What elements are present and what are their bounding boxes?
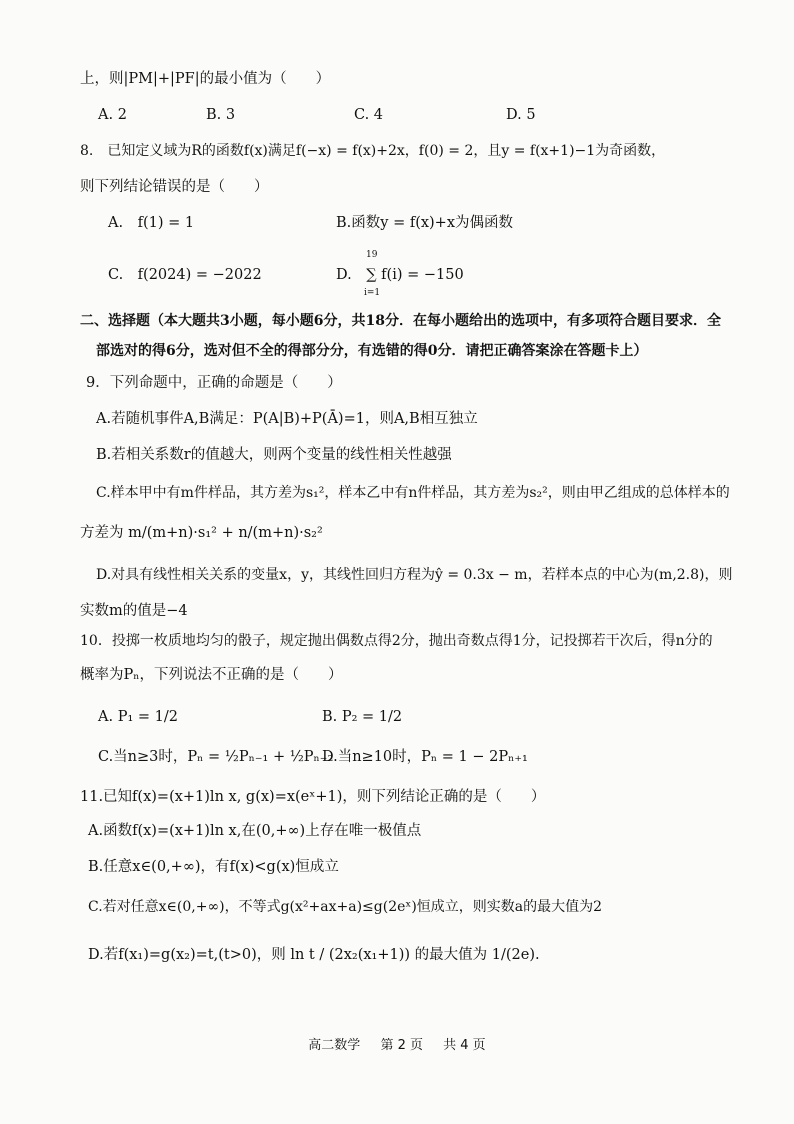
- section2-heading-line2: 部选对的得6分，选对但不全的得部分分，有选错的得0分．请把正确答案涂在答题卡上）: [96, 343, 648, 359]
- q10-stem-line2: 概率为Pₙ，下列说法不正确的是（ ）: [80, 667, 343, 683]
- q7-stem-tail: 上，则|PM|+|PF|的最小值为（ ）: [80, 71, 331, 87]
- q10-option-d[interactable]: D.当n≥10时，Pₙ = 1 − 2Pₙ₊₁: [322, 749, 528, 765]
- q7-option-b[interactable]: B. 3: [206, 107, 236, 123]
- q9-option-a[interactable]: A.若随机事件A,B满足：P(A|B)+P(Ā)=1，则A,B相互独立: [96, 411, 478, 427]
- q8-stem-line2: 则下列结论错误的是（ ）: [80, 179, 269, 195]
- q10-stem-line1: 10．投掷一枚质地均匀的骰子，规定抛出偶数点得2分，抛出奇数点得1分，记投掷若干次后，得n分的: [80, 633, 713, 649]
- q8-option-d[interactable]: D. ∑ f(i) = −150: [336, 267, 464, 283]
- footer-subject: 高二数学: [308, 1038, 361, 1053]
- q9-option-d-line1[interactable]: D.对具有线性相关关系的变量x，y，其线性回归方程为ŷ = 0.3x − m，若样本点的中心为(m,2.8)，则: [96, 567, 733, 583]
- q10-option-a[interactable]: A. P₁ = 1/2: [98, 709, 178, 725]
- q11-option-b[interactable]: B.任意x∈(0,+∞)，有f(x)<g(x)恒成立: [88, 859, 339, 875]
- q11-option-a[interactable]: A.函数f(x)=(x+1)ln x,在(0,+∞)上存在唯一极值点: [88, 823, 422, 839]
- q9-option-d-line2: 实数m的值是−4: [80, 603, 188, 619]
- q9-option-b[interactable]: B.若相关系数r的值越大，则两个变量的线性相关性越强: [96, 447, 452, 463]
- q11-option-d[interactable]: D.若f(x₁)=g(x₂)=t,(t>0)，则 ln t / (2x₂(x₁+1)) 的最大值为 1/(2e).: [88, 947, 540, 963]
- q8-option-a[interactable]: A. f(1) = 1: [108, 215, 195, 231]
- q11-stem: 11.已知f(x)=(x+1)ln x, g(x)=x(eˣ+1)，则下列结论正确的是（ ）: [80, 789, 546, 805]
- q8-option-b[interactable]: B.函数y = f(x)+x为偶函数: [336, 215, 514, 231]
- q7-option-a[interactable]: A. 2: [98, 107, 127, 123]
- bleed-through-text: [300, 100, 508, 119]
- section2-heading-line1: 二、选择题（本大题共3小题，每小题6分，共18分．在每小题给出的选项中，有多项符合题目要求．全: [80, 313, 721, 329]
- q9-stem: 9．下列命题中，正确的命题是（ ）: [86, 375, 342, 391]
- q8-option-c[interactable]: C. f(2024) = −2022: [108, 267, 262, 283]
- q8-sum-upper-limit: 19: [366, 250, 378, 260]
- q10-option-b[interactable]: B. P₂ = 1/2: [322, 709, 403, 725]
- footer-total-pages: 共 4 页: [443, 1038, 486, 1053]
- q8-stem-line1: 8. 已知定义域为R的函数f(x)满足f(−x) = f(x)+2x，f(0) = 2，且y = f(x+1)−1为奇函数，: [80, 143, 666, 159]
- footer-page-number: 第 2 页: [380, 1038, 423, 1053]
- q10-option-c[interactable]: C.当n≥3时，Pₙ = ½Pₙ₋₁ + ½Pₙ₋₂: [98, 749, 334, 765]
- q8-sum-lower-limit: i=1: [364, 288, 381, 298]
- q7-option-d[interactable]: D. 5: [506, 107, 536, 123]
- q11-option-c[interactable]: C.若对任意x∈(0,+∞)，不等式g(x²+ax+a)≤g(2eˣ)恒成立，则实数a的最大值为2: [88, 899, 603, 915]
- q7-option-c[interactable]: C. 4: [354, 107, 384, 123]
- page-footer: [0, 1034, 794, 1053]
- q9-option-c-line2: 方差为 m/(m+n)·s₁² + n/(m+n)·s₂²: [80, 525, 323, 541]
- q9-option-c-line1[interactable]: C.样本甲中有m件样品，其方差为s₁²，样本乙中有n件样品，其方差为s₂²，则由甲乙组成的总体样本的: [96, 485, 730, 501]
